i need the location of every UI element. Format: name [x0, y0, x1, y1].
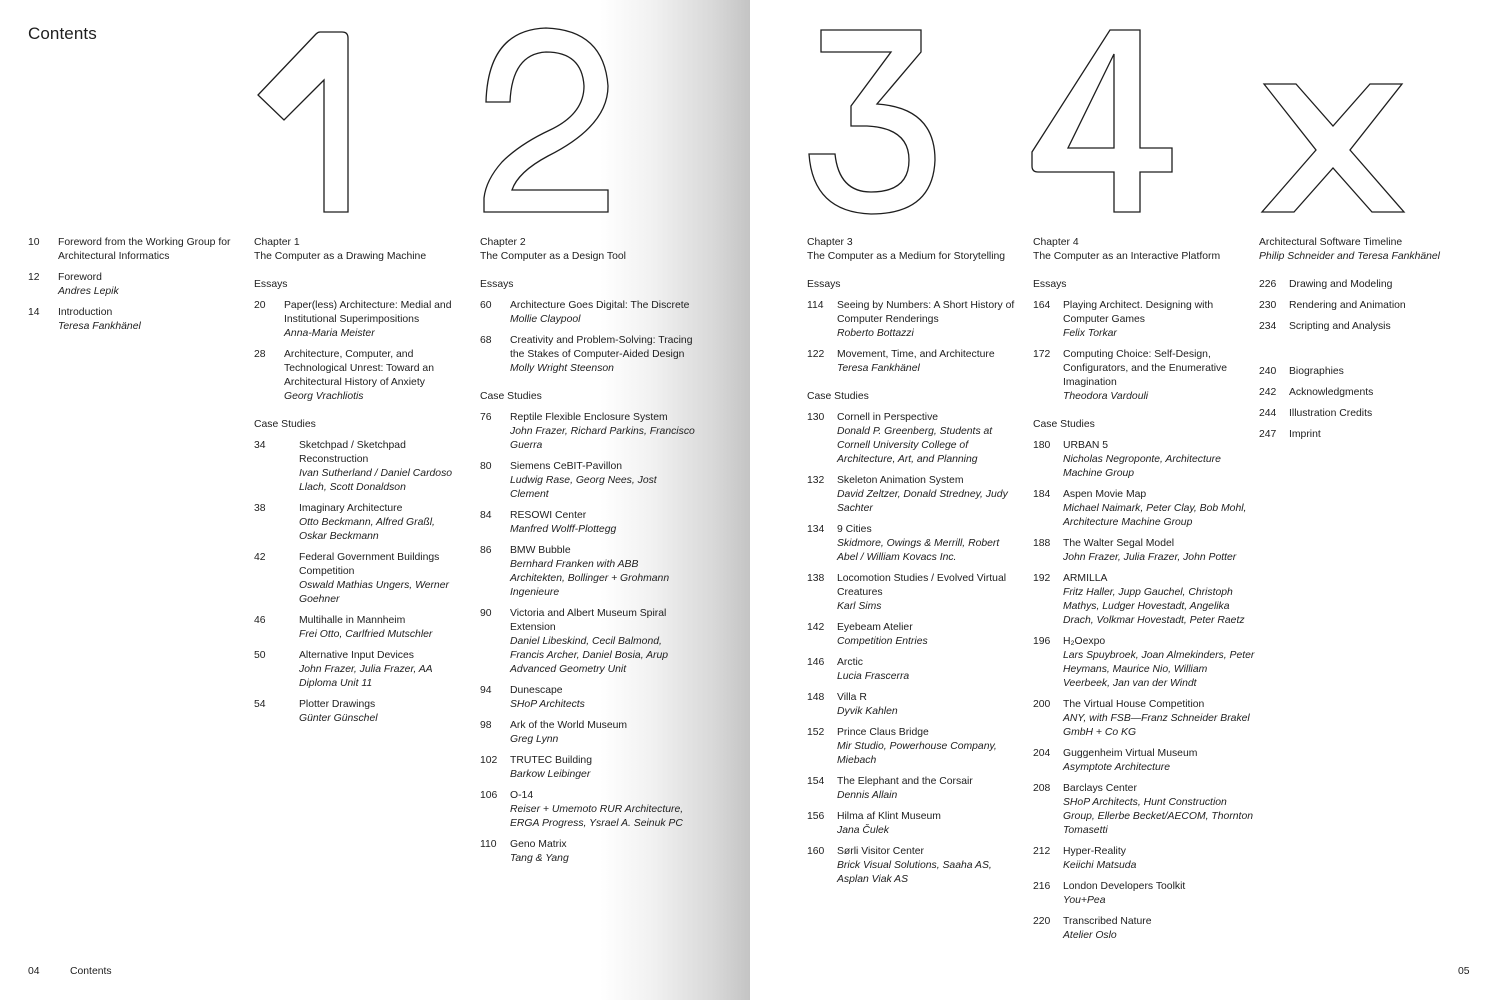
entry-title: ARMILLA: [1063, 573, 1108, 584]
page-number: 244: [1259, 408, 1277, 419]
footer-page-number-right: 05: [1458, 966, 1470, 977]
entry-title: Hilma af Klint Museum: [837, 811, 941, 822]
entry-title: Sørli Visitor Center: [837, 846, 924, 857]
page-number: 10: [28, 237, 40, 248]
toc-entry[interactable]: [480, 789, 695, 831]
entry-author: Bernhard Franken with ABB Architekten, Bollinger + Grohmann Ingenieure: [510, 559, 670, 598]
entry-author: Frei Otto, Carlfried Mutschler: [299, 629, 433, 640]
entry-author: Oswald Mathias Ungers, Werner Goehner: [299, 580, 449, 605]
entry-title: Alternative Input Devices: [299, 650, 414, 661]
entry-title: Movement, Time, and Architecture: [837, 349, 995, 360]
toc-entry[interactable]: [254, 439, 464, 495]
entry-author: Andres Lepik: [58, 286, 119, 297]
toc-entry[interactable]: [807, 775, 1019, 803]
toc-entry[interactable]: [807, 474, 1019, 516]
numeral-x: [1258, 22, 1408, 218]
case-studies-heading: Case Studies: [807, 391, 869, 402]
entry-title: Seeing by Numbers: A Short History of Computer Renderings: [837, 300, 1015, 325]
toc-entry[interactable]: [1033, 537, 1255, 565]
entry-title: Prince Claus Bridge: [837, 727, 929, 738]
entry-title: Imprint: [1289, 429, 1321, 440]
toc-entry[interactable]: [254, 649, 464, 691]
page-number: 80: [480, 461, 492, 472]
entry-author: Daniel Libeskind, Cecil Balmond, Francis Archer, Daniel Bosia, Arup Advanced Geometry Unit: [510, 636, 669, 675]
entry-title: Villa R: [837, 692, 867, 703]
toc-entry[interactable]: [807, 656, 1019, 684]
entry-title: Plotter Drawings: [299, 699, 376, 710]
entry-title: Foreword: [58, 272, 102, 283]
entry-author: SHoP Architects, Hunt Construction Group, Ellerbe Becket/AECOM, Thornton Tomasetti: [1063, 797, 1253, 836]
toc-entry[interactable]: [254, 551, 464, 607]
toc-entry[interactable]: [807, 845, 1019, 887]
entry-title: URBAN 5: [1063, 440, 1109, 451]
entry-title: Illustration Credits: [1289, 408, 1373, 419]
page-number: 132: [807, 475, 825, 486]
entry-title: Victoria and Albert Museum Spiral Extension: [510, 608, 667, 633]
toc-entry[interactable]: [1033, 348, 1255, 404]
toc-entry[interactable]: [807, 572, 1019, 614]
entry-author: Brick Visual Solutions, Saaha AS, Asplan Viak AS: [837, 860, 992, 885]
page-number: 234: [1259, 321, 1277, 332]
entry-title: Arctic: [837, 657, 863, 668]
entry-author: Manfred Wolff-Plottegg: [510, 524, 617, 535]
entry-title: Playing Architect. Designing with Computer Games: [1063, 300, 1214, 325]
entry-author: Dennis Allain: [837, 790, 898, 801]
page-number: 242: [1259, 387, 1277, 398]
page-number: 94: [480, 685, 492, 696]
toc-entry[interactable]: [1259, 320, 1474, 334]
entry-author: Felix Torkar: [1063, 328, 1117, 339]
entry-title: Scripting and Analysis: [1289, 321, 1391, 332]
toc-entry[interactable]: [1259, 428, 1474, 442]
toc-entry[interactable]: [480, 544, 695, 600]
entry-author: John Frazer, Julia Frazer, AA Diploma Unit 11: [299, 664, 433, 689]
entry-author: Dyvik Kahlen: [837, 706, 898, 717]
page-number: 220: [1033, 916, 1051, 927]
page-number: 204: [1033, 748, 1051, 759]
page-number: 164: [1033, 300, 1051, 311]
entry-title: Biographies: [1289, 366, 1344, 377]
page-number: 184: [1033, 489, 1051, 500]
toc-entry[interactable]: [1259, 278, 1474, 292]
entry-author: ANY, with FSB—Franz Schneider Brakel GmbH + Co KG: [1063, 713, 1250, 738]
entry-author: Reiser + Umemoto RUR Architecture, ERGA Progress, Ysrael A. Seinuk PC: [510, 804, 684, 829]
entry-title: Dunescape: [510, 685, 563, 696]
essays-heading: Essays: [1033, 279, 1067, 290]
page-number: 200: [1033, 699, 1051, 710]
page-number: 106: [480, 790, 498, 801]
toc-entry[interactable]: [1033, 747, 1255, 775]
entry-author: Fritz Haller, Jupp Gauchel, Christoph Mathys, Ludger Hovestadt, Angelika Drach, Volkmar Hovestadt, Peter Raetz: [1063, 587, 1245, 626]
toc-entry[interactable]: [807, 810, 1019, 838]
page-number: 46: [254, 615, 266, 626]
toc-entry[interactable]: [480, 299, 695, 327]
toc-entry[interactable]: [254, 348, 464, 404]
page-number: 240: [1259, 366, 1277, 377]
entry-author: Competition Entries: [837, 636, 928, 647]
entry-author: Georg Vrachliotis: [284, 391, 364, 402]
chapter-4-column: [1033, 236, 1255, 950]
entry-title: Foreword from the Working Group for Architectural Informatics: [58, 237, 231, 262]
entry-author: Jana Čulek: [837, 825, 889, 836]
entry-title: Ark of the World Museum: [510, 720, 628, 731]
entry-author: Anna-Maria Meister: [284, 328, 375, 339]
entry-title: H₂Oexpo: [1063, 636, 1106, 647]
page-number: 102: [480, 755, 498, 766]
entry-title: The Elephant and the Corsair: [837, 776, 973, 787]
footer-page-number-left: 04: [28, 966, 40, 977]
toc-entry[interactable]: [807, 411, 1019, 467]
entry-title: Acknowledgments: [1289, 387, 1374, 398]
toc-entry[interactable]: [1033, 635, 1255, 691]
entry-author: Ludwig Rase, Georg Nees, Jost Clement: [510, 475, 657, 500]
entry-author: Michael Naimark, Peter Clay, Bob Mohl, Architecture Machine Group: [1063, 503, 1247, 528]
chapter-title[interactable]: The Computer as an Interactive Platform: [1033, 251, 1221, 262]
page-number: 14: [28, 307, 40, 318]
toc-entry[interactable]: [480, 411, 695, 453]
timeline-title[interactable]: Architectural Software Timeline: [1259, 237, 1403, 248]
page-number: 122: [807, 349, 825, 360]
front-matter-column: [28, 236, 238, 341]
entry-title: Transcribed Nature: [1063, 916, 1152, 927]
entry-author: Lucia Frascerra: [837, 671, 910, 682]
entry-author: Teresa Fankhänel: [58, 321, 141, 332]
toc-entry[interactable]: [254, 502, 464, 544]
entry-title: Architecture Goes Digital: The Discrete: [510, 300, 690, 311]
page-number: 98: [480, 720, 492, 731]
toc-entry[interactable]: [254, 698, 464, 726]
entry-author: John Frazer, Julia Frazer, John Potter: [1063, 552, 1237, 563]
toc-entry[interactable]: [807, 726, 1019, 768]
chapter-2-column: [480, 236, 695, 873]
toc-entry[interactable]: [28, 271, 238, 299]
entry-title: Guggenheim Virtual Museum: [1063, 748, 1198, 759]
essays-heading: Essays: [807, 279, 841, 290]
toc-entry[interactable]: [1259, 365, 1474, 379]
page-number: 34: [254, 440, 266, 451]
page-number: 130: [807, 412, 825, 423]
toc-entry[interactable]: [1033, 439, 1255, 481]
entry-title: Paper(less) Architecture: Medial and Institutional Superimpositions: [284, 300, 452, 325]
page-number: 146: [807, 657, 825, 668]
page-number: 142: [807, 622, 825, 633]
page-number: 54: [254, 699, 266, 710]
entry-author: Lars Spuybroek, Joan Almekinders, Peter Heymans, Maurice Nio, William Veerbeek, Jan van der Windt: [1063, 650, 1255, 689]
entry-author: Günter Günschel: [299, 713, 378, 724]
page-number: 172: [1033, 349, 1051, 360]
entry-title: Geno Matrix: [510, 839, 567, 850]
entry-author: Molly Wright Steenson: [510, 363, 614, 374]
toc-entry[interactable]: [254, 299, 464, 341]
entry-title: Federal Government Buildings Competition: [299, 552, 440, 577]
toc-entry[interactable]: [807, 691, 1019, 719]
page-number: 247: [1259, 429, 1277, 440]
chapter-1-column: [254, 236, 464, 733]
case-studies-heading: Case Studies: [480, 391, 542, 402]
entry-title: Creativity and Problem-Solving: Tracing the Stakes of Computer-Aided Design: [510, 335, 693, 360]
page-number: 196: [1033, 636, 1051, 647]
page-number: 192: [1033, 573, 1051, 584]
entry-title: BMW Bubble: [510, 545, 571, 556]
chapter-3-column: [807, 236, 1019, 894]
toc-entry[interactable]: [480, 838, 695, 866]
entry-author: Karl Sims: [837, 601, 882, 612]
page-number: 28: [254, 349, 266, 360]
entry-title: Locomotion Studies / Evolved Virtual Creatures: [837, 573, 1007, 598]
toc-entry[interactable]: [1259, 386, 1474, 400]
entry-title: Reptile Flexible Enclosure System: [510, 412, 668, 423]
page-number: 230: [1259, 300, 1277, 311]
numeral-3: [805, 22, 941, 218]
page-number: 156: [807, 811, 825, 822]
page-number: 60: [480, 300, 492, 311]
entry-title: Multihalle in Mannheim: [299, 615, 406, 626]
chapter-label: Chapter 1: [254, 237, 300, 248]
entry-title: TRUTEC Building: [510, 755, 592, 766]
entry-title: Introduction: [58, 307, 113, 318]
toc-entry[interactable]: [480, 719, 695, 747]
entry-author: Tang & Yang: [510, 853, 569, 864]
page-number: 160: [807, 846, 825, 857]
entry-title: Siemens CeBIT-Pavillon: [510, 461, 623, 472]
toc-entry[interactable]: [1033, 698, 1255, 740]
page-number: 110: [480, 839, 497, 850]
page-number: 86: [480, 545, 492, 556]
entry-title: 9 Cities: [837, 524, 872, 535]
entry-author: Otto Beckmann, Alfred Graßl, Oskar Beckmann: [299, 517, 435, 542]
toc-entry[interactable]: [807, 523, 1019, 565]
entry-author: Barkow Leibinger: [510, 769, 591, 780]
toc-entry[interactable]: [28, 306, 238, 334]
page-number: 208: [1033, 783, 1051, 794]
toc-entry[interactable]: [480, 334, 695, 376]
toc-entry[interactable]: [1033, 880, 1255, 908]
entry-author: Nicholas Negroponte, Architecture Machine Group: [1063, 454, 1221, 479]
toc-entry[interactable]: [254, 614, 464, 642]
chapter-title[interactable]: The Computer as a Medium for Storytelling: [807, 251, 1006, 262]
entry-author: David Zeltzer, Donald Stredney, Judy Sachter: [837, 489, 1008, 514]
entry-author: Ivan Sutherland / Daniel Cardoso Llach, Scott Donaldson: [299, 468, 453, 493]
page-number: 212: [1033, 846, 1051, 857]
toc-entry[interactable]: [1033, 915, 1255, 943]
entry-title: RESOWI Center: [510, 510, 587, 521]
entry-title: The Walter Segal Model: [1063, 538, 1175, 549]
toc-entry[interactable]: [1033, 782, 1255, 838]
toc-entry[interactable]: [28, 236, 238, 264]
page-number: 152: [807, 727, 825, 738]
page-number: 76: [480, 412, 492, 423]
entry-author: Theodora Vardouli: [1063, 391, 1149, 402]
page-number: 12: [28, 272, 40, 283]
entry-title: Sketchpad / Sketchpad Reconstruction: [299, 440, 406, 465]
timeline-list: [1259, 278, 1474, 334]
entry-title: Aspen Movie Map: [1063, 489, 1147, 500]
entry-title: Eyebeam Atelier: [837, 622, 913, 633]
entry-title: Cornell in Perspective: [837, 412, 939, 423]
chapter-title[interactable]: The Computer as a Drawing Machine: [254, 251, 427, 262]
toc-entry[interactable]: [1259, 407, 1474, 421]
page-title: Contents: [28, 24, 97, 43]
footer-section-label: Contents: [70, 966, 112, 977]
page-number: 134: [807, 524, 825, 535]
chapter-title[interactable]: The Computer as a Design Tool: [480, 251, 626, 262]
entry-author: Donald P. Greenberg, Students at Cornell University College of Architecture, Art, and Planning: [837, 426, 993, 465]
case-studies-heading: Case Studies: [1033, 419, 1095, 430]
entry-author: Atelier Oslo: [1063, 930, 1117, 941]
toc-entry[interactable]: [1033, 572, 1255, 628]
toc-entry[interactable]: [480, 607, 695, 677]
entry-author: John Frazer, Richard Parkins, Francisco Guerra: [510, 426, 695, 451]
page-number: 84: [480, 510, 492, 521]
page-number: 188: [1033, 538, 1051, 549]
page-number: 50: [254, 650, 266, 661]
page-number: 68: [480, 335, 492, 346]
numeral-2: [478, 22, 614, 218]
entry-title: Barclays Center: [1063, 783, 1137, 794]
page-number: 90: [480, 608, 492, 619]
essays-heading: Essays: [480, 279, 514, 290]
toc-entry[interactable]: [1259, 299, 1474, 313]
entry-title: Computing Choice: Self-Design, Configurators, and the Enumerative Imagination: [1063, 349, 1228, 388]
toc-entry[interactable]: [480, 460, 695, 502]
case-studies-heading: Case Studies: [254, 419, 316, 430]
toc-entry[interactable]: [480, 684, 695, 712]
toc-entry[interactable]: [480, 754, 695, 782]
page-number: 154: [807, 776, 825, 787]
chapter-label: Chapter 3: [807, 237, 853, 248]
back-matter-list: [1259, 365, 1474, 442]
entry-author: Keiichi Matsuda: [1063, 860, 1137, 871]
chapter-label: Chapter 4: [1033, 237, 1079, 248]
numeral-1: [250, 22, 360, 218]
entry-author: Teresa Fankhänel: [837, 363, 920, 374]
page-number: 226: [1259, 279, 1277, 290]
entry-author: Mir Studio, Powerhouse Company, Miebach: [837, 741, 997, 766]
toc-entry[interactable]: [1033, 488, 1255, 530]
essays-heading: Essays: [254, 279, 288, 290]
appendix-column: [1259, 236, 1474, 449]
entry-title: Rendering and Animation: [1289, 300, 1406, 311]
toc-entry[interactable]: [807, 621, 1019, 649]
toc-entry[interactable]: [1033, 845, 1255, 873]
entry-title: Drawing and Modeling: [1289, 279, 1393, 290]
page-number: 42: [254, 552, 266, 563]
entry-author: Greg Lynn: [510, 734, 559, 745]
entry-title: London Developers Toolkit: [1063, 881, 1186, 892]
entry-author: Roberto Bottazzi: [837, 328, 914, 339]
entry-title: The Virtual House Competition: [1063, 699, 1205, 710]
entry-title: Skeleton Animation System: [837, 475, 964, 486]
timeline-author: Philip Schneider and Teresa Fankhänel: [1259, 251, 1440, 262]
entry-author: Skidmore, Owings & Merrill, Robert Abel / William Kovacs Inc.: [837, 538, 1000, 563]
chapter-label: Chapter 2: [480, 237, 526, 248]
page-number: 114: [807, 300, 824, 311]
page-number: 138: [807, 573, 825, 584]
entry-title: Imaginary Architecture: [299, 503, 403, 514]
toc-entry[interactable]: [480, 509, 695, 537]
page-number: 180: [1033, 440, 1051, 451]
page-number: 148: [807, 692, 825, 703]
page-number: 38: [254, 503, 266, 514]
entry-title: Hyper-Reality: [1063, 846, 1126, 857]
toc-entry[interactable]: [807, 348, 1019, 376]
page-number: 20: [254, 300, 266, 311]
page-number: 216: [1033, 881, 1051, 892]
entry-author: Mollie Claypool: [510, 314, 581, 325]
entry-author: SHoP Architects: [510, 699, 585, 710]
entry-author: Asymptote Architecture: [1063, 762, 1171, 773]
entry-title: Architecture, Computer, and Technological Unrest: Toward an Architectural History of Anxiety: [284, 349, 434, 388]
entry-title: O-14: [510, 790, 534, 801]
toc-entry[interactable]: [1033, 299, 1255, 341]
toc-entry[interactable]: [807, 299, 1019, 341]
entry-author: You+Pea: [1063, 895, 1106, 906]
numeral-4: [1028, 22, 1178, 218]
